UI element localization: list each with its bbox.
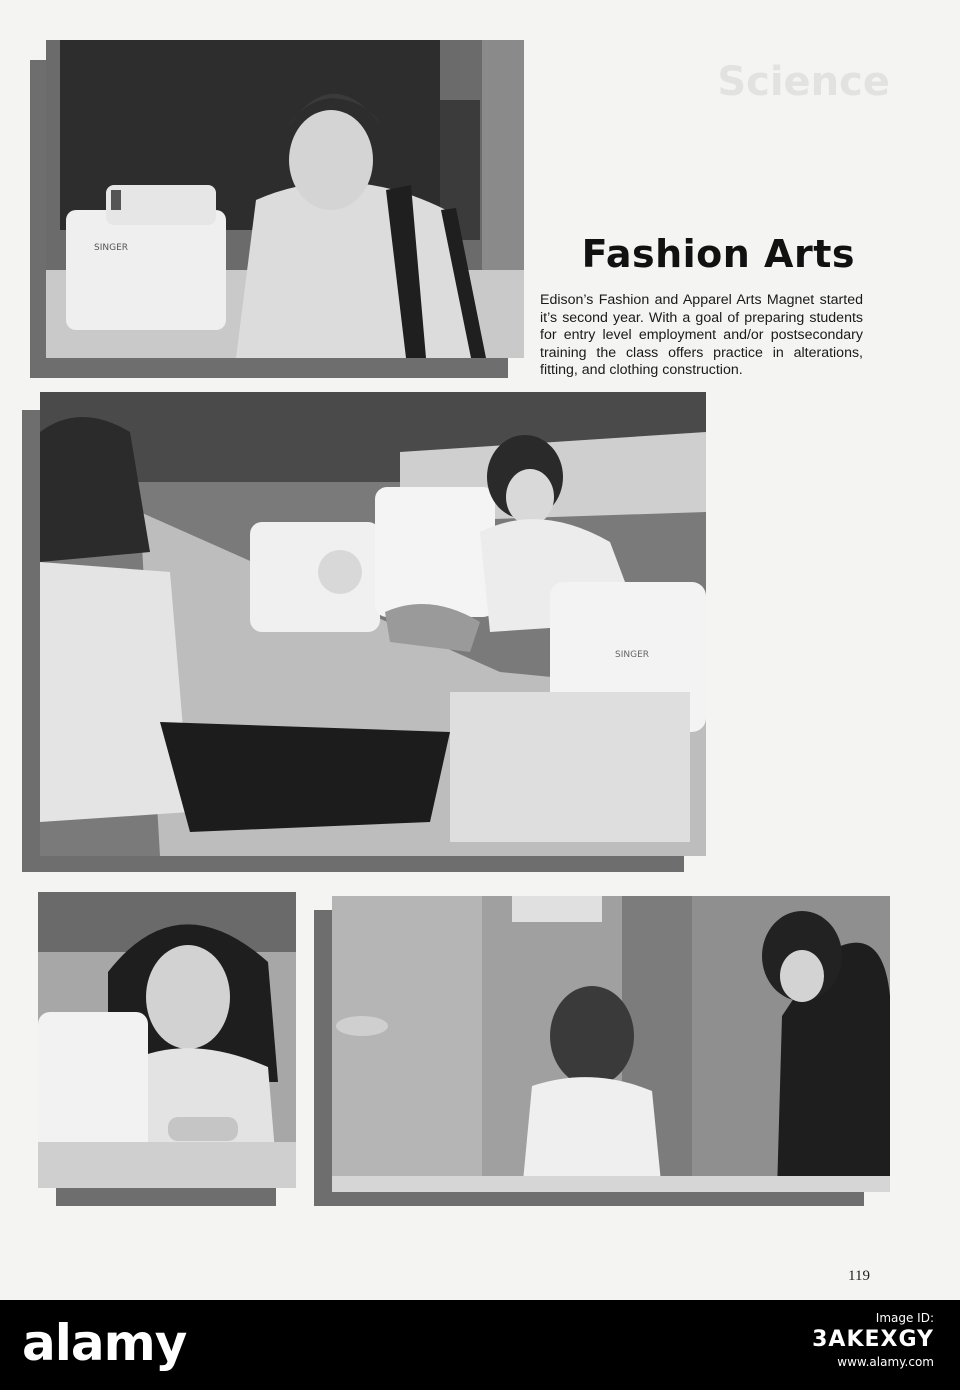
photo-3-smiling-student — [38, 892, 296, 1188]
watermark-id-label: Image ID: — [875, 1311, 934, 1325]
page-number: 119 — [848, 1268, 870, 1284]
watermark-bar — [0, 1300, 960, 1390]
photo-1-sewing-student — [46, 40, 524, 358]
section-body-text: Edison’s Fashion and Apparel Arts Magnet started it’s second year. With a goal of preparing students for entry level employment and/or postsecondary training the class offers practice in alterations, fitting, and clothing construction. — [540, 292, 863, 378]
photo-2-machine-label: SINGER — [615, 650, 650, 660]
photo-4-image — [332, 896, 890, 1192]
watermark-url: www.alamy.com — [837, 1355, 934, 1369]
photo-1-image — [46, 40, 524, 358]
section-title: Fashion Arts — [581, 232, 855, 276]
photo-1-machine-label: SINGER — [94, 243, 129, 253]
photo-2-sewing-classroom — [40, 392, 706, 856]
photo-3-image — [38, 892, 296, 1188]
bleed-through-text: Science — [717, 60, 890, 105]
watermark-reference — [812, 1310, 934, 1370]
watermark-id-code: 3AKEXGY — [812, 1327, 934, 1352]
photo-4-student-and-classmate — [332, 896, 890, 1192]
watermark-brand-logo: alamy — [22, 1314, 187, 1372]
photo-2-image — [40, 392, 706, 856]
